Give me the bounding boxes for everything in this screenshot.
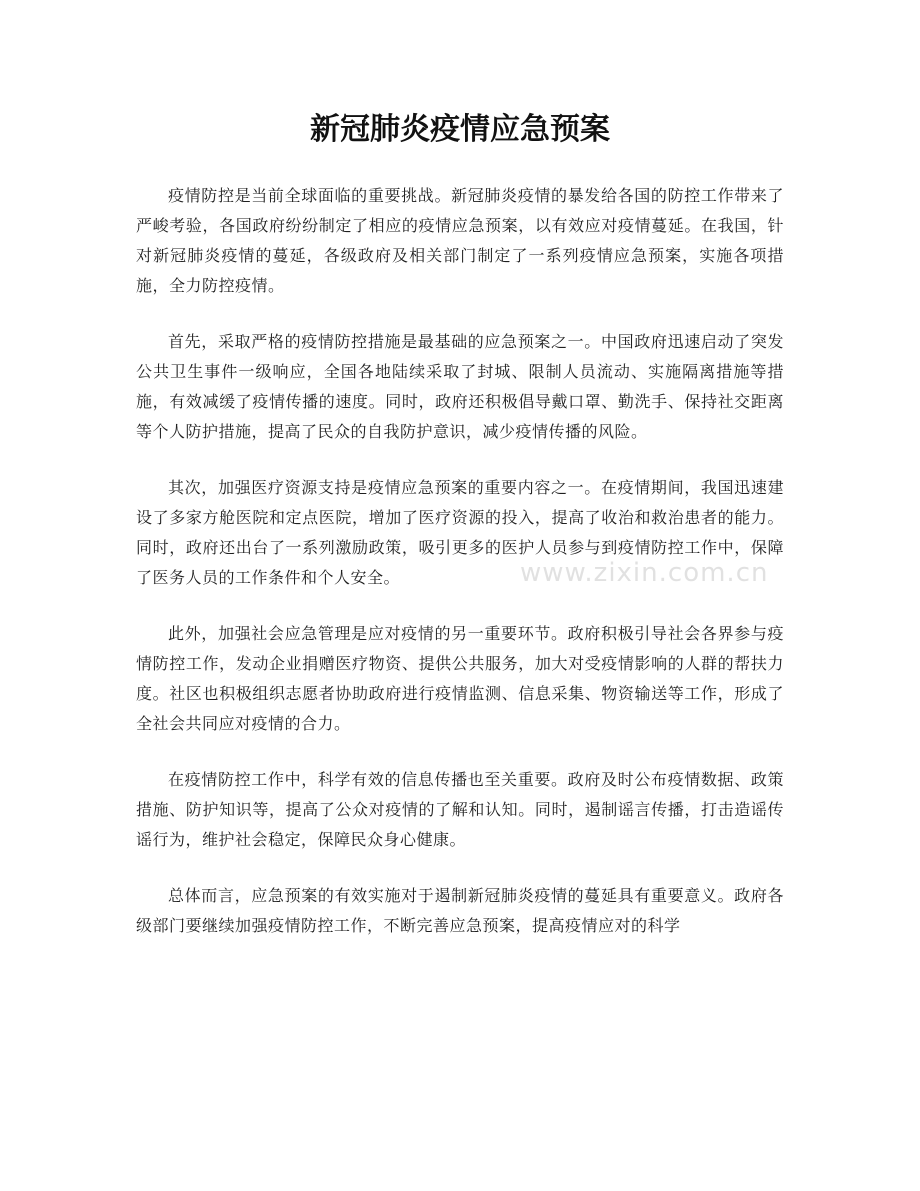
paragraph-conclusion: 总体而言，应急预案的有效实施对于遏制新冠肺炎疫情的蔓延具有重要意义。政府各级部门要继续加强疫情防控工作，不断完善应急预案，提高疫情应对的科学 [136,886,784,935]
paragraph-second: 其次，加强医疗资源支持是疫情应急预案的重要内容之一。在疫情期间，我国迅速建设了多家方舱医院和定点医院，增加了医疗资源的投入，提高了收治和救治患者的能力。同时，政府还出台了一系列激励政策，吸引更多的医护人员参与到疫情防控工作中，保障了医务人员的工作条件和个人安全。 [136,478,784,587]
paragraph-information: 在疫情防控工作中，科学有效的信息传播也至关重要。政府及时公布疫情数据、政策措施、防护知识等，提高了公众对疫情的了解和认知。同时，遏制谣言传播，打击造谣传谣行为，维护社会稳定，保障民众身心健康。 [136,770,784,849]
paragraph-intro: 疫情防控是当前全球面临的重要挑战。新冠肺炎疫情的暴发给各国的防控工作带来了严峻考验，各国政府纷纷制定了相应的疫情应急预案，以有效应对疫情蔓延。在我国，针对新冠肺炎疫情的蔓延，各级政府及相关部门制定了一系列疫情应急预案，实施各项措施，全力防控疫情。 [136,186,784,295]
document-body [136,181,784,967]
page-title: 新冠肺炎疫情应急预案 [310,112,610,147]
watermark: www.zixin.com.cn [520,558,769,588]
paragraph-first: 首先，采取严格的疫情防控措施是最基础的应急预案之一。中国政府迅速启动了突发公共卫生事件一级响应，全国各地陆续采取了封城、限制人员流动、实施隔离措施等措施，有效减缓了疫情传播的速度。同时，政府还积极倡导戴口罩、勤洗手、保持社交距离等个人防护措施，提高了民众的自我防护意识，减少疫情传播的风险。 [136,332,784,441]
paragraph-furthermore: 此外，加强社会应急管理是应对疫情的另一重要环节。政府积极引导社会各界参与疫情防控工作，发动企业捐赠医疗物资、提供公共服务，加大对受疫情影响的人群的帮扶力度。社区也积极组织志愿者协助政府进行疫情监测、信息采集、物资输送等工作，形成了全社会共同应对疫情的合力。 [136,624,784,733]
